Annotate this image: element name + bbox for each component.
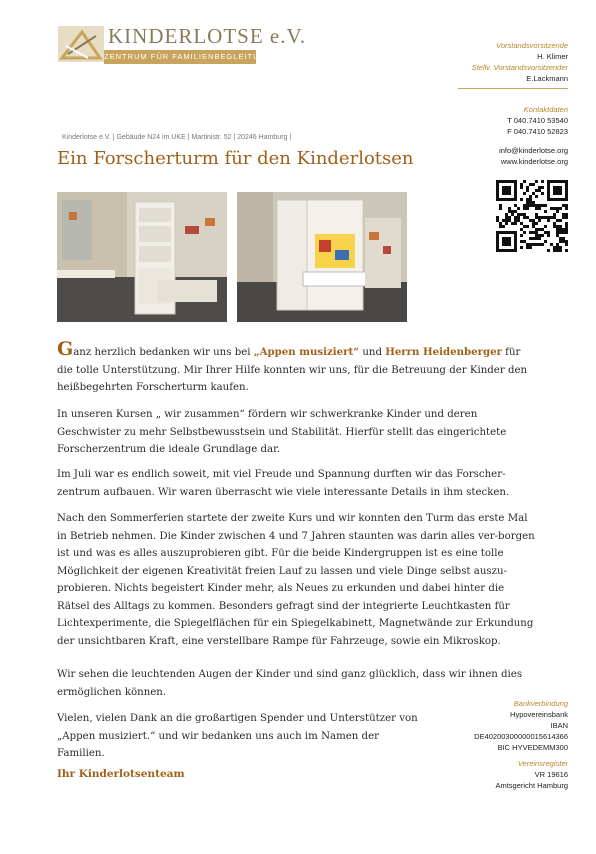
paragraph-1: [57, 338, 539, 397]
board-deputy: E.Lackmann: [526, 74, 568, 83]
bank-iban-label: IBAN: [550, 721, 568, 730]
photo-forscherturm-closed: [57, 192, 227, 322]
paragraph-5: Wir sehen die leuchtenden Augen der Kinder und sind ganz glücklich, dass wir ihnen dies ermöglichen können.: [57, 669, 523, 698]
divider: [458, 88, 568, 89]
qr-code: [496, 180, 568, 252]
contact-phone: T 040.7410 53540: [507, 116, 568, 125]
board-chair: H. Klimer: [537, 52, 568, 61]
sponsor-appen: „Appen musiziert“: [253, 346, 360, 358]
contact-heading: Kontaktdaten: [523, 105, 568, 114]
logo-mark: [58, 26, 104, 62]
photo-forscherturm-open: [237, 192, 407, 322]
dropcap: G: [57, 338, 74, 360]
contact-fax: F 040.7410 52823: [507, 127, 568, 136]
logo-title: KINDERLOTSE e.V.: [108, 24, 307, 48]
bank-bic: BIC HYVEDEMM300: [497, 743, 568, 752]
logo-subtitle: ZENTRUM FÜR FAMILIENBEGLEITUNG: [104, 50, 256, 64]
sponsor-heidenberger: Herrn Heidenberger: [385, 346, 502, 358]
registry-number: VR 19616: [534, 770, 568, 779]
contact-block: [499, 104, 568, 167]
contact-web[interactable]: www.kinderlotse.org: [500, 157, 568, 166]
bank-iban: DE40200300000015614366: [474, 732, 568, 741]
registry-court: Amtsgericht Hamburg: [495, 781, 568, 790]
registry-block: [495, 758, 568, 791]
p1-text-a: anz herzlich bedanken wir uns bei: [73, 347, 254, 358]
p1-text-e: für die tolle Unterstützung. Mir Ihrer Hilfe konnten wir uns, für die Betreuung der Kinder den heißbegehrten Forscherturm kaufen.: [57, 347, 528, 393]
bank-block: [474, 698, 568, 753]
paragraph-3: Im Juli war es endlich soweit, mit viel Freude und Spannung durften wir das Forscher-zentrum aufbauen. Wir waren überrascht wie viele interessante Details in ihm stecken.: [57, 469, 510, 498]
sender-line: Kinderlotse e.V. | Gebäude N24 im UKE | Martinistr. 52 | 20246 Hamburg |: [62, 134, 292, 141]
registry-heading: Vereinsregister: [517, 759, 568, 768]
contact-email[interactable]: info@kinderlotse.org: [499, 146, 568, 155]
page-title: Ein Forscherturm für den Kinderlotsen: [57, 148, 414, 169]
paragraph-4: Nach den Sommerferien startete der zweite Kurs und wir konnten den Turm das erste Mal in Betrieb nehmen. Die Kinder zwischen 4 und 7 Jahren staunten was darin alles ver-borgen ist und was es alles auszuprobieren gibt. Für die beide Kindergruppen ist es eine tolle Möglichkeit der eigenen Kreativität freien Lauf zu lassen und viele Dinge selbst auszu-probieren. Nichts begeistert Kinder mehr, als Neues zu erkunden und dabei hinter die Rätsel des Alltags zu kommen. Besonders gefragt sind der integrierte Leuchtkasten für Lichtexperimente, die Spiegelflächen für ein Spiegelkabinett, Magnetwände zur Erkundung der unsichtbaren Kraft, eine verstellbare Rampe für Fahrzeuge, sowie ein Mikroskop.: [57, 513, 535, 647]
board-deputy-heading: Stellv. Vorstandsvorsitzender: [471, 63, 568, 72]
paragraph-2: In unseren Kursen „ wir zusammen“ fördern wir schwerkranke Kinder und deren Geschwister zu mehr Selbstbewusstsein und Stabilität. Hierfür stellt das eingerichtete Forscherzentrum die ideale Grundlage dar.: [57, 409, 507, 455]
board-heading: Vorstandsvorsitzende: [496, 41, 568, 50]
p1-text-c: und: [359, 347, 386, 358]
paragraph-6: Vielen, vielen Dank an die großartigen Spender und Unterstützer von „Appen musiziert.“ und wir bedanken uns auch im Namen der Familien.: [57, 713, 418, 759]
signoff: Ihr Kinderlotsenteam: [57, 768, 185, 780]
bank-heading: Bankverbindung: [513, 699, 568, 708]
board-block: [472, 40, 568, 84]
bank-name: Hypovereinsbank: [510, 710, 568, 719]
